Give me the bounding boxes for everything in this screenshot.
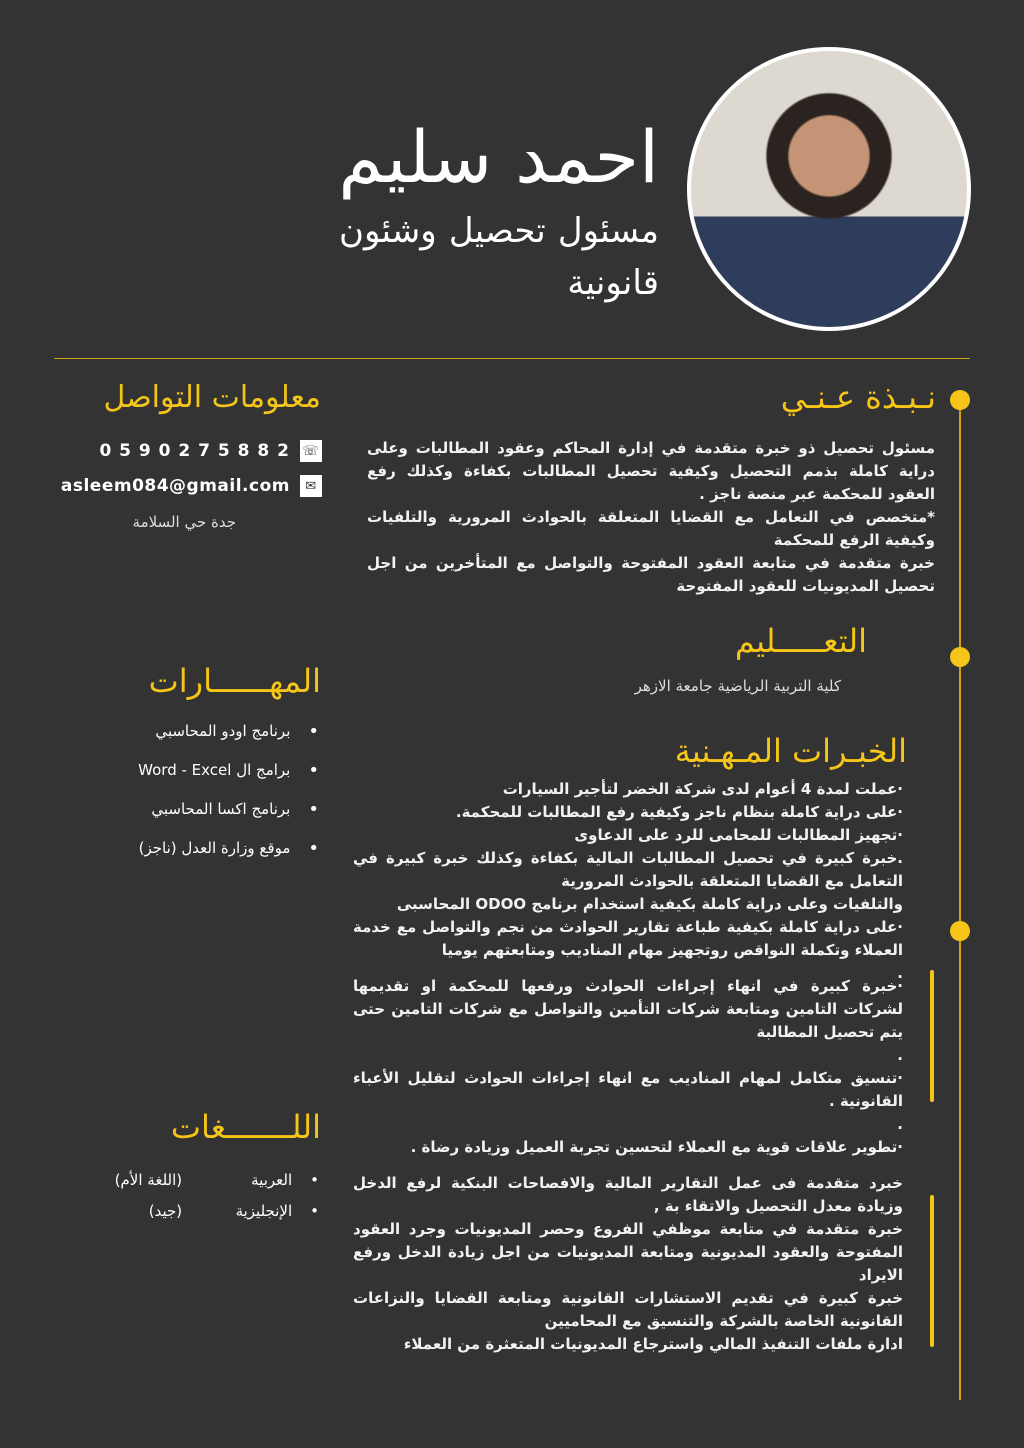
profile-photo [687,47,971,331]
experience-line: ·تجهيز المطالبات للمحامى للرد على الدعاوى [574,826,903,844]
language-name: العربية [251,1171,293,1189]
experience-line: ·تطوير علاقات قوية مع العملاء لتحسين تجربة العميل وزيادة رضاة . [410,1138,903,1156]
divider [54,358,970,359]
experience-line: .خبرة كبيرة في تحصيل المطالبات المالية بكفاءة وكذلك خبرة كبيرة في التعامل مع القضايا المتعلقة بالحوادث المرورية [353,849,903,890]
language-name: الإنجليزية [235,1202,293,1220]
about-line: مسئول تحصيل ذو خبرة متقدمة في إدارة المحاكم وعقود المطالبات وعلى دراية كاملة بذمم التحصيل وكيفية تحصيل المطالبات بكفاءة وكذلك رفع العقود للمحكمة عبر منصة ناجز . [367,439,935,503]
timeline-dot [950,390,970,410]
envelope-icon: ✉ [300,475,322,497]
skill-item: • موقع وزارة العدل (ناجز) [138,829,319,868]
accent-bar [930,970,934,1102]
experience-line: . [897,1115,903,1133]
email-row [42,475,322,497]
education-item: كلية التربية الرياضية جامعة الازهر [634,677,841,695]
about-line: *متخصص في التعامل مع القضايا المتعلقة بالحوادث المرورية والتلفيات وكيفية الرفع للمحكمة [367,508,935,549]
experience-block-2 [353,975,903,1159]
about-heading: نـبـذة عـنـي [780,378,936,416]
phone-number[interactable]: 0 5 9 0 2 7 5 8 8 2 [99,441,290,461]
experience-block-3 [353,1172,903,1356]
about-text [367,437,935,598]
experience-line: ·على دراية كاملة بكيفية طباعة تقارير الحوادث من نجم والتواصل مع خدمة العملاء وتكملة النواقص روتجهيز مهام المناديب ومتابعتهم يوميا [353,918,903,959]
experience-line: ادارة ملفات التنفيذ المالي واسترجاع المديونيات المتعثرة من العملاء [403,1335,903,1353]
about-line: خبرة متقدمة في متابعة العقود المفتوحة والتواصل مع المتأخرين من اجل تحصيل المديونيات للعقود المفتوحة [367,554,935,595]
skill-item: • برنامج اكسا المحاسبي [138,790,319,829]
language-level: (اللغة الأم) [114,1171,183,1189]
experience-line: ·على دراية كاملة بنظام ناجز وكيفية رفع المطالبات للمحكمة. [455,803,903,821]
accent-bar [930,1195,934,1347]
skills-list [138,712,319,868]
skills-heading: المهــــــارات [148,662,321,700]
experience-line: . [897,1046,903,1064]
experience-line: ·خبرة كبيرة في انهاء إجراءات الحوادث ورفعها للمحكمة او تقديمها لشركات التامين ومتابعة شركات التأمين والتواصل مع شركات التامين حتى يتم تحصيل المطالبة [353,977,903,1041]
contact-heading: معلومات التواصل [103,380,321,415]
languages-heading: اللـــــــغات [170,1108,321,1146]
timeline-line [959,400,961,1400]
candidate-name: احمد سليم [338,115,659,199]
language-level: (جيد) [148,1202,183,1220]
job-title: مسئول تحصيل وشئون قانونية [339,211,659,303]
address: جدة حي السلامة [132,513,236,531]
language-item: • الإنجليزية (جيد) [99,1196,319,1227]
email-address[interactable]: asleem084@gmail.com [60,476,290,496]
experience-line: خبرة كبيرة في تقديم الاستشارات القانونية ومتابعة القضايا والنزاعات القانونية الخاصة بالشركة والتنسيق مع المحاميين [353,1289,903,1330]
experience-line: خبرد متقدمة فى عمل التقارير المالية والافصاحات البنكية لرفع الدخل وزيادة معدل التحصيل والاتقاء بة , [353,1174,903,1215]
languages-list [99,1165,319,1227]
skill-item: • برنامج اودو المحاسبي [138,712,319,751]
experience-line: ·عملت لمدة 4 أعوام لدى شركة الخضر لتأجير السيارات [502,780,903,798]
experience-line: ·تنسيق متكامل لمهام المناديب مع انهاء إجراءات الحوادث لتقليل الأعباء القانونية . [353,1069,903,1110]
phone-icon: ☏ [300,440,322,462]
experience-line: خبرة متقدمة في متابعة موظفي الفروع وحصر المديونيات وجرد العقود المفتوحة والعقود المديونية ومتابعة المديونيات من اجل زيادة الدخل ورفع الايراد [353,1220,903,1284]
education-heading: التعـــــليم [734,622,867,660]
experience-line: والتلفيات وعلى دراية كاملة بكيفية استخدام برنامج ODOO المحاسبى [396,895,903,913]
experience-heading: الخبـرات المـهـنية [674,732,907,770]
experience-line: . [897,964,903,982]
phone-row [42,440,322,462]
timeline-dot [950,647,970,667]
timeline-dot [950,921,970,941]
experience-block-1 [353,778,903,985]
language-item: • العربية (اللغة الأم) [99,1165,319,1196]
skill-item: • برامج ال Word - Excel [138,751,319,790]
